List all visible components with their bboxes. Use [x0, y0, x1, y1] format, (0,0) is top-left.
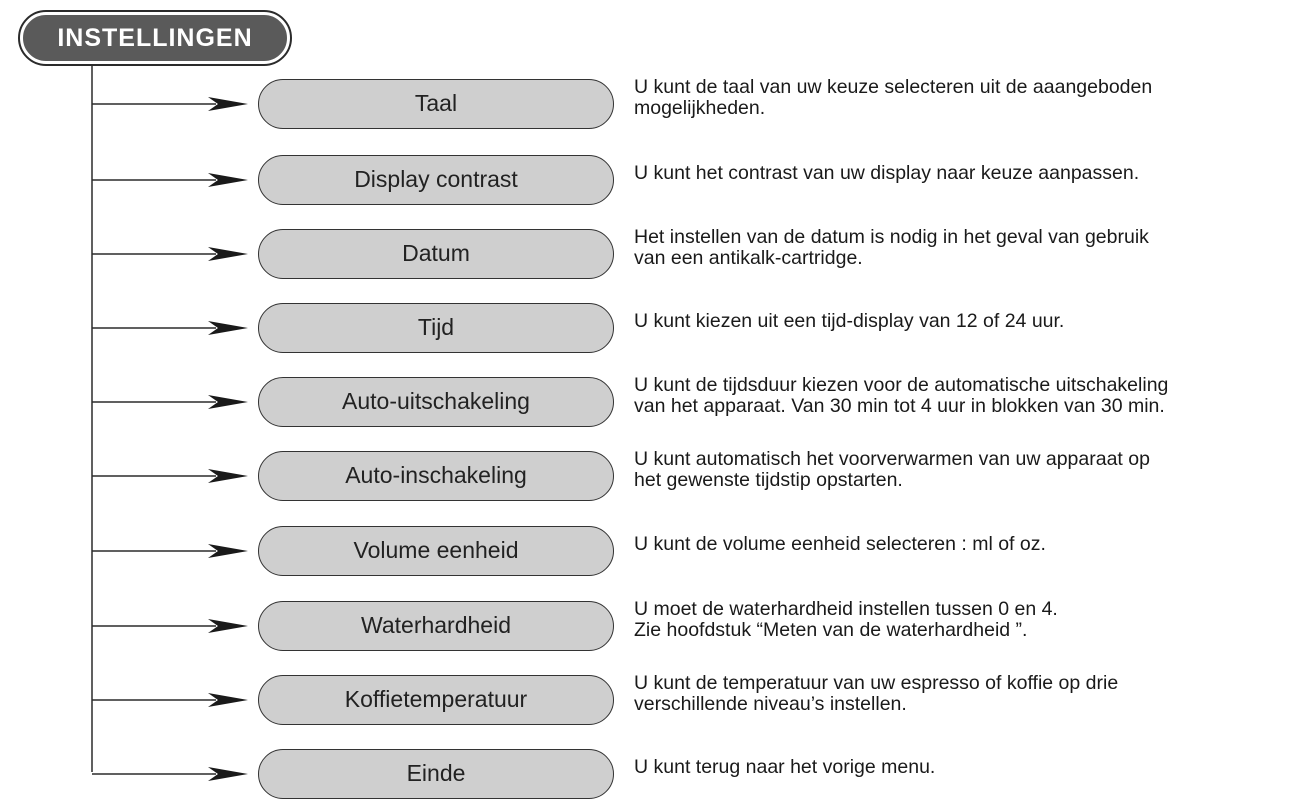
menu-item-description: U kunt de taal van uw keuze selecteren uit de aaangeboden mogelijkheden. [634, 76, 1153, 119]
menu-item-description: Het instellen van de datum is nodig in het geval van gebruik van een antikalk-cartridge. [634, 226, 1149, 269]
menu-item-description: U moet de waterhardheid instellen tussen 0 en 4. Zie hoofdstuk “Meten van de waterhardheid ”. [634, 598, 1058, 641]
menu-item-description: U kunt de volume eenheid selecteren : ml of oz. [634, 533, 1046, 555]
header-title: INSTELLINGEN [20, 12, 290, 64]
menu-item-pill: Taal [258, 79, 614, 129]
menu-item-pill: Waterhardheid [258, 601, 614, 651]
menu-item-description: U kunt automatisch het voorverwarmen van uw apparaat op het gewenste tijdstip opstarten. [634, 448, 1150, 491]
menu-item-pill: Auto-uitschakeling [258, 377, 614, 427]
menu-item-pill: Auto-inschakeling [258, 451, 614, 501]
menu-item-description: U kunt het contrast van uw display naar keuze aanpassen. [634, 162, 1140, 184]
menu-item-description: U kunt de tijdsduur kiezen voor de automatische uitschakeling van het apparaat. Van 30 min tot 4 uur in blokken van 30 min. [634, 374, 1169, 417]
menu-item-pill: Einde [258, 749, 614, 799]
menu-item-pill: Datum [258, 229, 614, 279]
menu-item-pill: Tijd [258, 303, 614, 353]
menu-item-pill: Display contrast [258, 155, 614, 205]
menu-item-description: U kunt terug naar het vorige menu. [634, 756, 936, 778]
menu-item-description: U kunt de temperatuur van uw espresso of koffie op drie verschillende niveau’s instellen. [634, 672, 1119, 715]
menu-item-description: U kunt kiezen uit een tijd-display van 12 of 24 uur. [634, 310, 1065, 332]
menu-item-pill: Volume eenheid [258, 526, 614, 576]
menu-item-pill: Koffietemperatuur [258, 675, 614, 725]
